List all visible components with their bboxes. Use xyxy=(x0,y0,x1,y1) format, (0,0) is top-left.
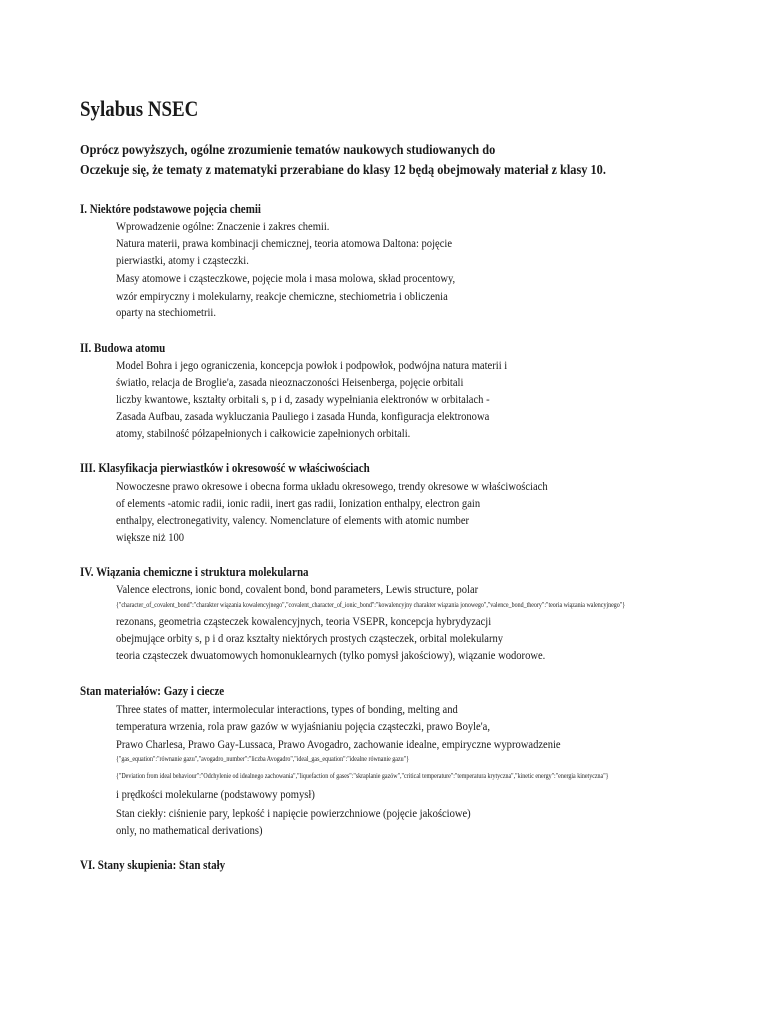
section-1-line: pierwiastki, atomy i cząsteczki. xyxy=(116,253,249,267)
section-5-json-note: {"Deviation from ideal behaviour":"Odchylenie od idealnego zachowania","liquefaction of gases":"skraplanie gazów","critical temperature":"temperatura krytyczna","kinetic energy":"energia kinetyczna"} xyxy=(116,771,609,780)
section-2-line: Model Bohra i jego ograniczenia, koncepcja powłok i podpowłok, podwójna natura materii i xyxy=(116,358,508,372)
section-1-line: oparty na stechiometrii. xyxy=(116,305,217,319)
section-4-json-note: {"character_of_covalent_bond":"charakter wiązania kowalencyjnego","covalent_character_of_ionic_bond":"kowalencyjny charakter wiązania jonowego","valence_bond_theory":"teoria wiązania walencyjnego"} xyxy=(116,600,626,609)
section-3-line: of elements -atomic radii, ionic radii, inert gas radii, Ionization enthalpy, electron gain xyxy=(116,496,481,510)
intro-line-2: Oczekuje się, że tematy z matematyki przerabiane do klasy 12 będą obejmowały materiał z klasy 10. xyxy=(80,163,606,178)
section-4-line: obejmujące orbity s, p i d oraz kształty niektórych prostych cząsteczek, orbital molekularny xyxy=(116,631,504,645)
section-4-heading: IV. Wiązania chemiczne i struktura molekularna xyxy=(80,565,309,579)
section-1-line: Wprowadzenie ogólne: Znaczenie i zakres chemii. xyxy=(116,219,330,233)
section-2-line: Zasada Aufbau, zasada wykluczania Pauliego i zasada Hunda, konfiguracja elektronowa xyxy=(116,409,490,423)
section-5-line: temperatura wrzenia, rola praw gazów w wyjaśnianiu pojęcia cząsteczki, prawo Boyle'a, xyxy=(116,719,490,733)
section-5-line: only, no mathematical derivations) xyxy=(116,823,263,837)
section-5-line: Stan ciekły: ciśnienie pary, lepkość i napięcie powierzchniowe (pojęcie jakościowe) xyxy=(116,806,471,820)
section-1-heading: I. Niektóre podstawowe pojęcia chemii xyxy=(80,202,261,216)
section-4-line: rezonans, geometria cząsteczek kowalencyjnych, teoria VSEPR, koncepcja hybrydyzacji xyxy=(116,614,492,628)
section-5-line: i prędkości molekularne (podstawowy pomysł) xyxy=(116,787,315,801)
section-5-line: Three states of matter, intermolecular interactions, types of bonding, melting and xyxy=(116,702,458,716)
section-5-heading: Stan materiałów: Gazy i ciecze xyxy=(80,684,225,698)
section-1-line: wzór empiryczny i molekularny, reakcje chemiczne, stechiometria i obliczenia xyxy=(116,289,448,303)
section-6-heading: VI. Stany skupienia: Stan stały xyxy=(80,858,226,872)
section-3-line: większe niż 100 xyxy=(116,530,185,544)
section-3-heading: III. Klasyfikacja pierwiastków i okresowość w właściwościach xyxy=(80,461,370,475)
section-2-line: atomy, stabilność półzapełnionych i całkowicie zapełnionych orbitali. xyxy=(116,426,411,440)
section-4-line: Valence electrons, ionic bond, covalent bond, bond parameters, Lewis structure, polar xyxy=(116,582,479,596)
section-5-json-note: {"gas_equation":"równanie gazu","avogadro_number":"liczba Avogadro","ideal_gas_equation":"idealne równanie gazu"} xyxy=(116,754,409,763)
section-1-line: Natura materii, prawa kombinacji chemicznej, teoria atomowa Daltona: pojęcie xyxy=(116,236,453,250)
page-title: Sylabus NSEC xyxy=(80,96,199,121)
section-2-heading: II. Budowa atomu xyxy=(80,341,166,355)
section-4-line: teoria cząsteczek dwuatomowych homonuklearnych (tylko pomysł jakościowy), wiązanie wodorowe. xyxy=(116,648,546,662)
section-1-line: Masy atomowe i cząsteczkowe, pojęcie mola i masa molowa, skład procentowy, xyxy=(116,271,456,285)
intro-line-1: Oprócz powyższych, ogólne zrozumienie tematów naukowych studiowanych do xyxy=(80,143,496,158)
section-2-line: liczby kwantowe, kształty orbitali s, p i d, zasady wypełniania elektronów w orbitalach - xyxy=(116,392,490,406)
section-3-line: Nowoczesne prawo okresowe i obecna forma układu okresowego, trendy okresowe w właściwościach xyxy=(116,479,548,493)
section-2-line: światło, relacja de Broglie'a, zasada nieoznaczoności Heisenberga, pojęcie orbitali xyxy=(116,375,464,389)
section-3-line: enthalpy, electronegativity, valency. Nomenclature of elements with atomic number xyxy=(116,513,470,527)
section-5-line: Prawo Charlesa, Prawo Gay-Lussaca, Prawo Avogadro, zachowanie idealne, empiryczne wyprowadzenie xyxy=(116,737,561,751)
